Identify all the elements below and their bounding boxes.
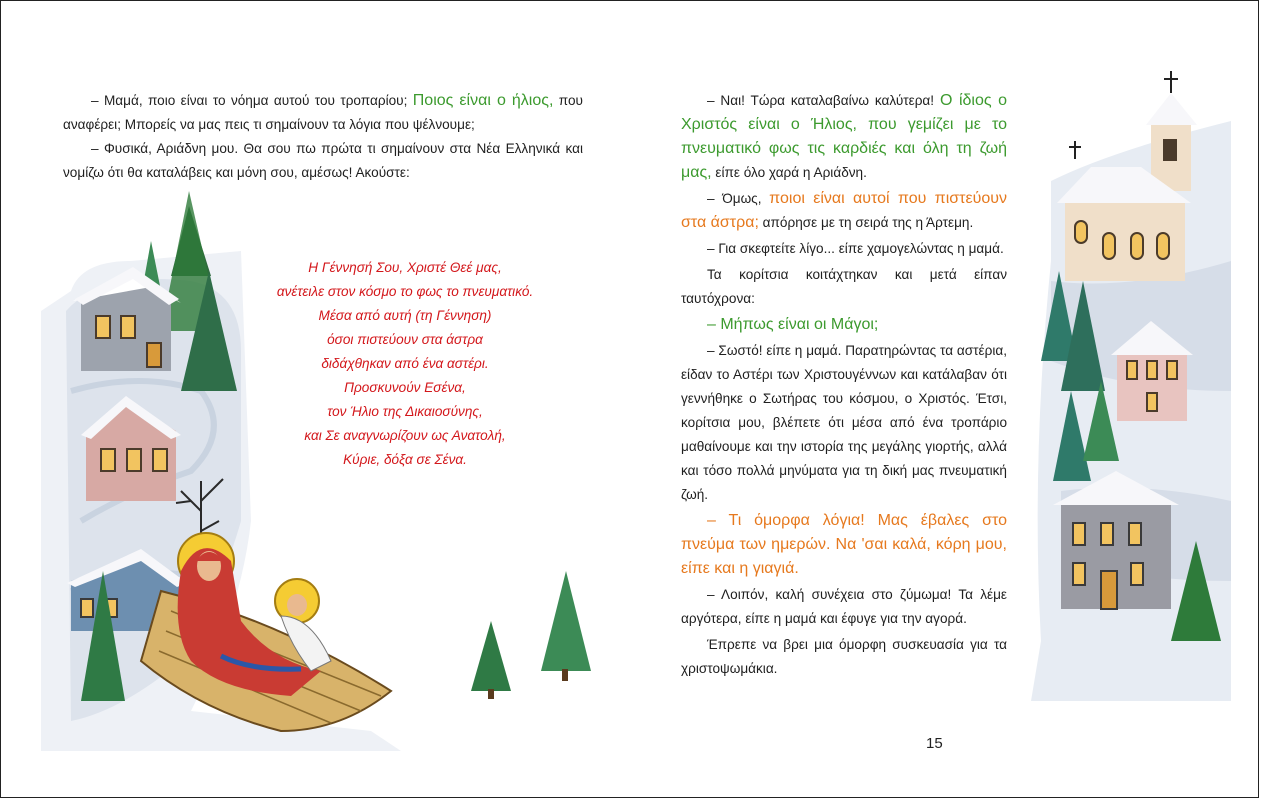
pine-trees-bottom <box>456 561 596 701</box>
poem-line: και Σε αναγνωρίζουν ως Ανατολή, <box>304 428 506 443</box>
troparion-poem <box>255 256 555 472</box>
right-page-text <box>681 89 1007 681</box>
paragraph: – Φυσικά, Αριάδνη μου. Θα σου πω πρώτα τι σημαίνουν στα Νέα Ελληνικά και νομίζω ότι θα καταλάβεις και μόνη σου, αμέσως! Ακούστε: <box>63 141 583 180</box>
book-spread <box>1 1 1258 797</box>
page-number: 15 <box>926 735 943 752</box>
paragraph: – Λοιπόν, καλή συνέχεια στο ζύμωμα! Τα λέμε αργότερα, είπε η μαμά και έφυγε για την αγορά. <box>681 587 1007 626</box>
paragraph-highlight: – Μήπως είναι οι Μάγοι; <box>707 316 879 333</box>
left-page-text <box>63 89 583 185</box>
highlight-text: ποιοι είναι αυτοί που πιστεύουν στα άστρα; <box>681 190 1007 231</box>
poem-line: Μέσα από αυτή (τη Γέννηση) <box>318 308 492 323</box>
paragraph: – Για σκεφτείτε λίγο... είπε χαμογελώντας η μαμά. <box>707 241 1004 256</box>
winter-village-illustration-right <box>1031 61 1231 701</box>
paragraph: – Μαμά, ποιο είναι το νόημα αυτού του τροπαρίου; Ποιος είναι ο ήλιος, που αναφέρει; Μπορείς να μας πεις τι σημαίνουν τα λόγια που ψέλνουμε; <box>63 92 583 132</box>
poem-line: διδάχθηκαν από ένα αστέρι. <box>321 356 489 371</box>
poem-line: ανέτειλε στον κόσμο το φως το πνευματικό. <box>276 284 534 299</box>
poem-line: Η Γέννησή Σου, Χριστέ Θεέ μας, <box>308 260 502 275</box>
paragraph: Τα κορίτσια κοιτάχτηκαν και μετά είπαν ταυτόχρονα: <box>681 267 1007 306</box>
paragraph-highlight: – Τι όμορφα λόγια! Μας έβαλες στο πνεύμα των ημερών. Να 'σαι καλά, κόρη μου, είπε και η γιαγιά. <box>681 512 1007 577</box>
paragraph: – Σωστό! είπε η μαμά. Παρατηρώντας τα αστέρια, είδαν το Αστέρι των Χριστουγέννων και κατάλαβαν ότι γεννήθηκε ο Σωτήρας του κόσμου, ο Χριστός. Έτσι, κορίτσια μου, βλέπετε ότι μέσα από ένα τροπάριο μαθαίνουμε και την ιστορία της μεγάλης γιορτής, αλλά και τόσο πολλά μηνύματα για τη δική μας πνευματική ζωή. <box>681 343 1007 502</box>
poem-line: τον Ήλιο της Δικαιοσύνης, <box>327 404 483 419</box>
highlight-text: Ποιος είναι ο ήλιος, <box>412 92 554 109</box>
poem-line: Κύριε, δόξα σε Σένα. <box>343 452 467 467</box>
paragraph: – Όμως, ποιοι είναι αυτοί που πιστεύουν στα άστρα; απόρησε με τη σειρά της η Άρτεμη. <box>681 190 1007 231</box>
poem-line: όσοι πιστεύουν στα άστρα <box>327 332 483 347</box>
paragraph: Έπρεπε να βρει μια όμορφη συσκευασία για τα χριστοψωμάκια. <box>681 637 1007 676</box>
highlight-text: Ο ίδιος ο Χριστός είναι ο Ήλιος, που γεμίζει με το πνευματικό φως τις καρδιές και όλη τη ζωή μας, <box>681 92 1008 181</box>
paragraph: – Ναι! Τώρα καταλαβαίνω καλύτερα! Ο ίδιος ο Χριστός είναι ο Ήλιος, που γεμίζει με το πνευματικό φως τις καρδιές και όλη τη ζωή μας, είπε όλο χαρά η Αριάδνη. <box>681 92 1008 181</box>
poem-line: Προσκυνούν Εσένα, <box>344 380 466 395</box>
